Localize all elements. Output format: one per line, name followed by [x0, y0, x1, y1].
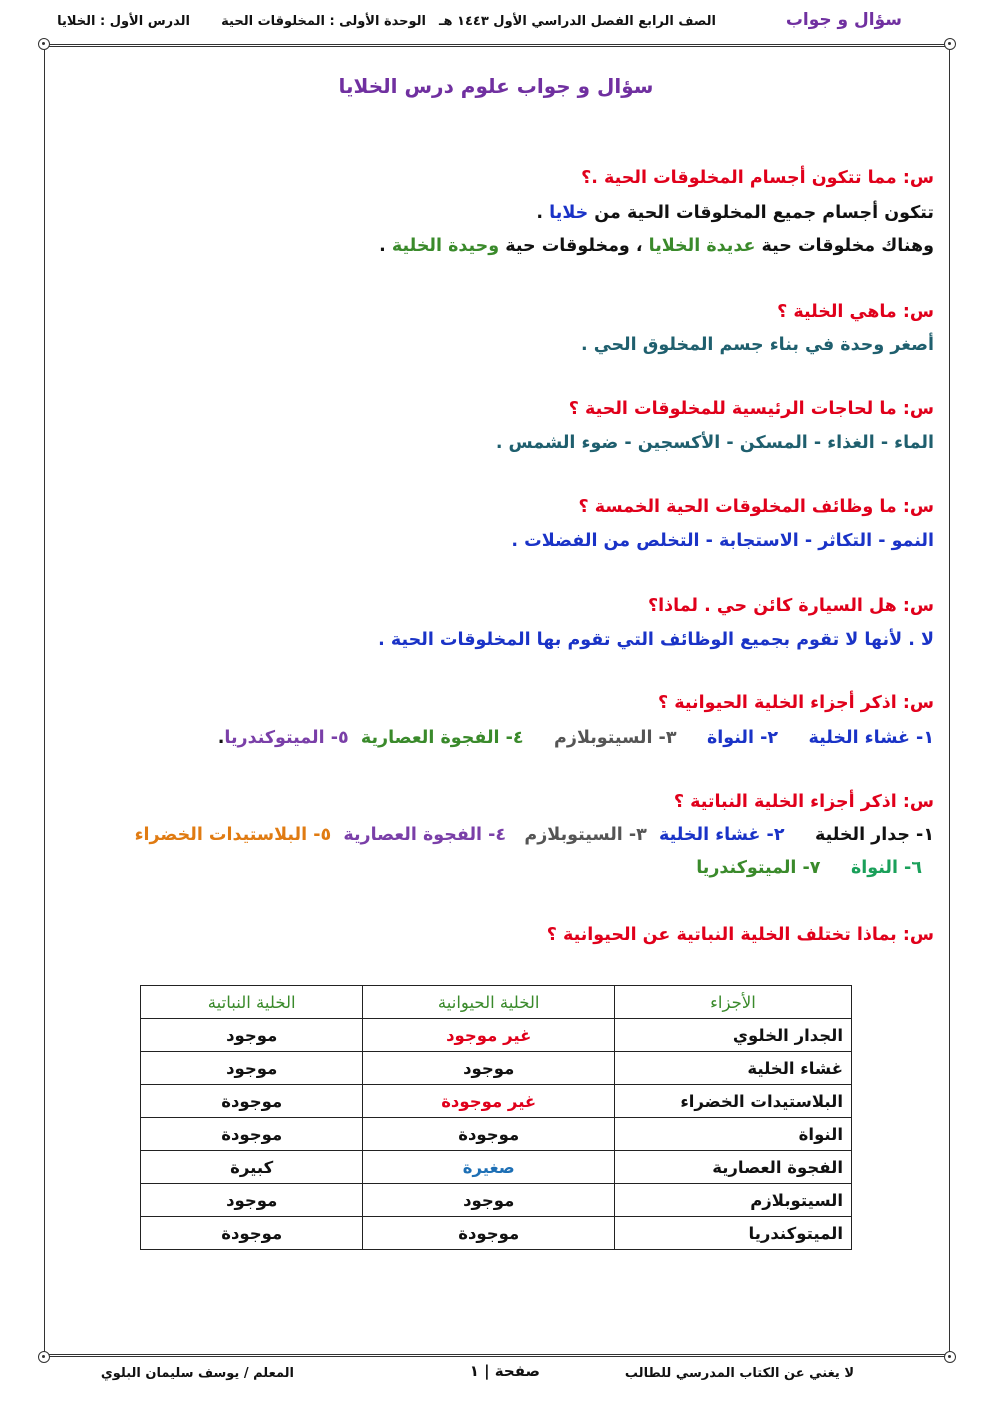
answer-1-line-1: [536, 203, 934, 223]
answer-keyword: وحيدة الخلية: [391, 236, 500, 256]
footer-note: لا يغني عن الكتاب المدرسي للطالب: [624, 1366, 854, 1381]
question-4: س: ما وظائف المخلوقات الحية الخمسة ؟: [578, 497, 934, 517]
answer-5: لا . لأنها لا تقوم بجميع الوظائف التي تقوم بها المخلوقات الحية .: [378, 630, 934, 650]
plant-part-3: ٣- السيتوبلازم: [524, 825, 647, 845]
answer-1-line-2: [379, 236, 934, 256]
plant-value: موجودة: [141, 1085, 363, 1118]
answer-keyword: عديدة الخلايا: [648, 236, 756, 256]
header-lesson: الدرس الأول : الخلايا: [57, 14, 190, 29]
part-name: البلاستيدات الخضراء: [615, 1085, 852, 1118]
page-header: [0, 0, 992, 40]
header-unit: الوحدة الأولى : المخلوقات الحية: [221, 14, 426, 29]
plant-value: موجود: [141, 1019, 363, 1052]
border-corner-ornament: [944, 1351, 956, 1363]
footer-page-number: [470, 1362, 540, 1380]
table-row: [141, 1184, 852, 1217]
animal-value: موجود: [363, 1052, 615, 1085]
header-plant-cell: الخلية النباتية: [141, 986, 363, 1019]
answer-7-line-1: [135, 825, 934, 845]
answer-2: أصغر وحدة في بناء جسم المخلوق الحي .: [581, 335, 934, 355]
question-2: س: ماهي الخلية ؟: [777, 302, 934, 322]
page-title: سؤال و جواب علوم درس الخلايا: [338, 74, 654, 98]
answer-3: الماء - الغذاء - المسكن - الأكسجين - ضوء الشمس .: [495, 433, 934, 453]
animal-part-3: ٣- السيتوبلازم: [554, 728, 677, 748]
border-corner-ornament: [944, 38, 956, 50]
animal-value: موجودة: [363, 1118, 615, 1151]
part-name: السيتوبلازم: [615, 1184, 852, 1217]
plant-value: موجودة: [141, 1217, 363, 1250]
table-row: [141, 1019, 852, 1052]
table-row: [141, 1118, 852, 1151]
answer-7-line-2: [696, 858, 922, 878]
part-name: الميتوكندريا: [615, 1217, 852, 1250]
question-7: س: اذكر أجزاء الخلية النباتية ؟: [673, 792, 934, 812]
table-header-row: [141, 986, 852, 1019]
question-8: س: بماذا تختلف الخلية النباتية عن الحيوانية ؟: [546, 925, 934, 945]
plant-part-6: ٦- النواة: [850, 858, 922, 878]
answer-end-mark: .: [217, 728, 225, 748]
animal-part-4: ٤- الفجوة العصارية: [360, 728, 524, 748]
animal-part-1: ١- غشاء الخلية: [808, 728, 934, 748]
header-brand: سؤال و جواب: [785, 10, 902, 30]
answer-text: .: [536, 203, 550, 223]
table-row: [141, 1217, 852, 1250]
plant-part-5: ٥- البلاستيدات الخضراء: [134, 825, 332, 845]
animal-value: موجود: [363, 1184, 615, 1217]
answer-6: [218, 728, 934, 748]
animal-value: غير موجودة: [363, 1085, 615, 1118]
plant-part-7: ٧- الميتوكندريا: [696, 858, 821, 878]
plant-value: موجودة: [141, 1118, 363, 1151]
footer-teacher: المعلم / يوسف سليمان البلوي: [100, 1366, 294, 1381]
border-corner-ornament: [38, 38, 50, 50]
answer-text: .: [379, 236, 392, 256]
answer-text: ، ومخلوقات حية: [499, 236, 649, 256]
part-name: الفجوة العصارية: [615, 1151, 852, 1184]
plant-part-1: ١- جدار الخلية: [814, 825, 934, 845]
animal-part-5: ٥- الميتوكندريا: [224, 728, 349, 748]
question-5: س: هل السيارة كائن حي . لماذا؟: [648, 596, 934, 616]
answer-text: تتكون أجسام جميع المخلوقات الحية من: [588, 203, 934, 223]
table-row: [141, 1052, 852, 1085]
header-animal-cell: الخلية الحيوانية: [363, 986, 615, 1019]
question-3: س: ما لحاجات الرئيسية للمخلوقات الحية ؟: [568, 399, 934, 419]
answer-keyword: خلايا: [549, 203, 589, 223]
table-row: [141, 1085, 852, 1118]
animal-part-2: ٢- النواة: [706, 728, 779, 748]
part-name: غشاء الخلية: [615, 1052, 852, 1085]
plant-part-2: ٢- غشاء الخلية: [659, 825, 785, 845]
page-number: ١: [469, 1362, 479, 1380]
answer-text: وهناك مخلوقات حية: [755, 236, 934, 256]
question-1: س: مما تتكون أجسام المخلوقات الحية .؟: [581, 168, 934, 188]
comparison-table: [140, 985, 852, 1250]
answer-4: النمو - التكاثر - الاستجابة - التخلص من الفضلات .: [511, 531, 934, 551]
plant-value: موجود: [141, 1052, 363, 1085]
question-6: س: اذكر أجزاء الخلية الحيوانية ؟: [658, 693, 934, 713]
animal-value: صغيرة: [363, 1151, 615, 1184]
page-label: صفحة: [494, 1362, 540, 1380]
animal-value: موجودة: [363, 1217, 615, 1250]
border-corner-ornament: [38, 1351, 50, 1363]
plant-value: كبيرة: [141, 1151, 363, 1184]
table-row: [141, 1151, 852, 1184]
part-name: النواة: [615, 1118, 852, 1151]
part-name: الجدار الخلوي: [615, 1019, 852, 1052]
plant-value: موجود: [141, 1184, 363, 1217]
plant-part-4: ٤- الفجوة العصارية: [343, 825, 507, 845]
animal-value: غير موجود: [363, 1019, 615, 1052]
header-grade: الصف الرابع الفصل الدراسي الأول ١٤٤٣ هـ: [439, 14, 716, 29]
page-separator: |: [484, 1362, 490, 1380]
header-parts: الأجزاء: [615, 986, 852, 1019]
